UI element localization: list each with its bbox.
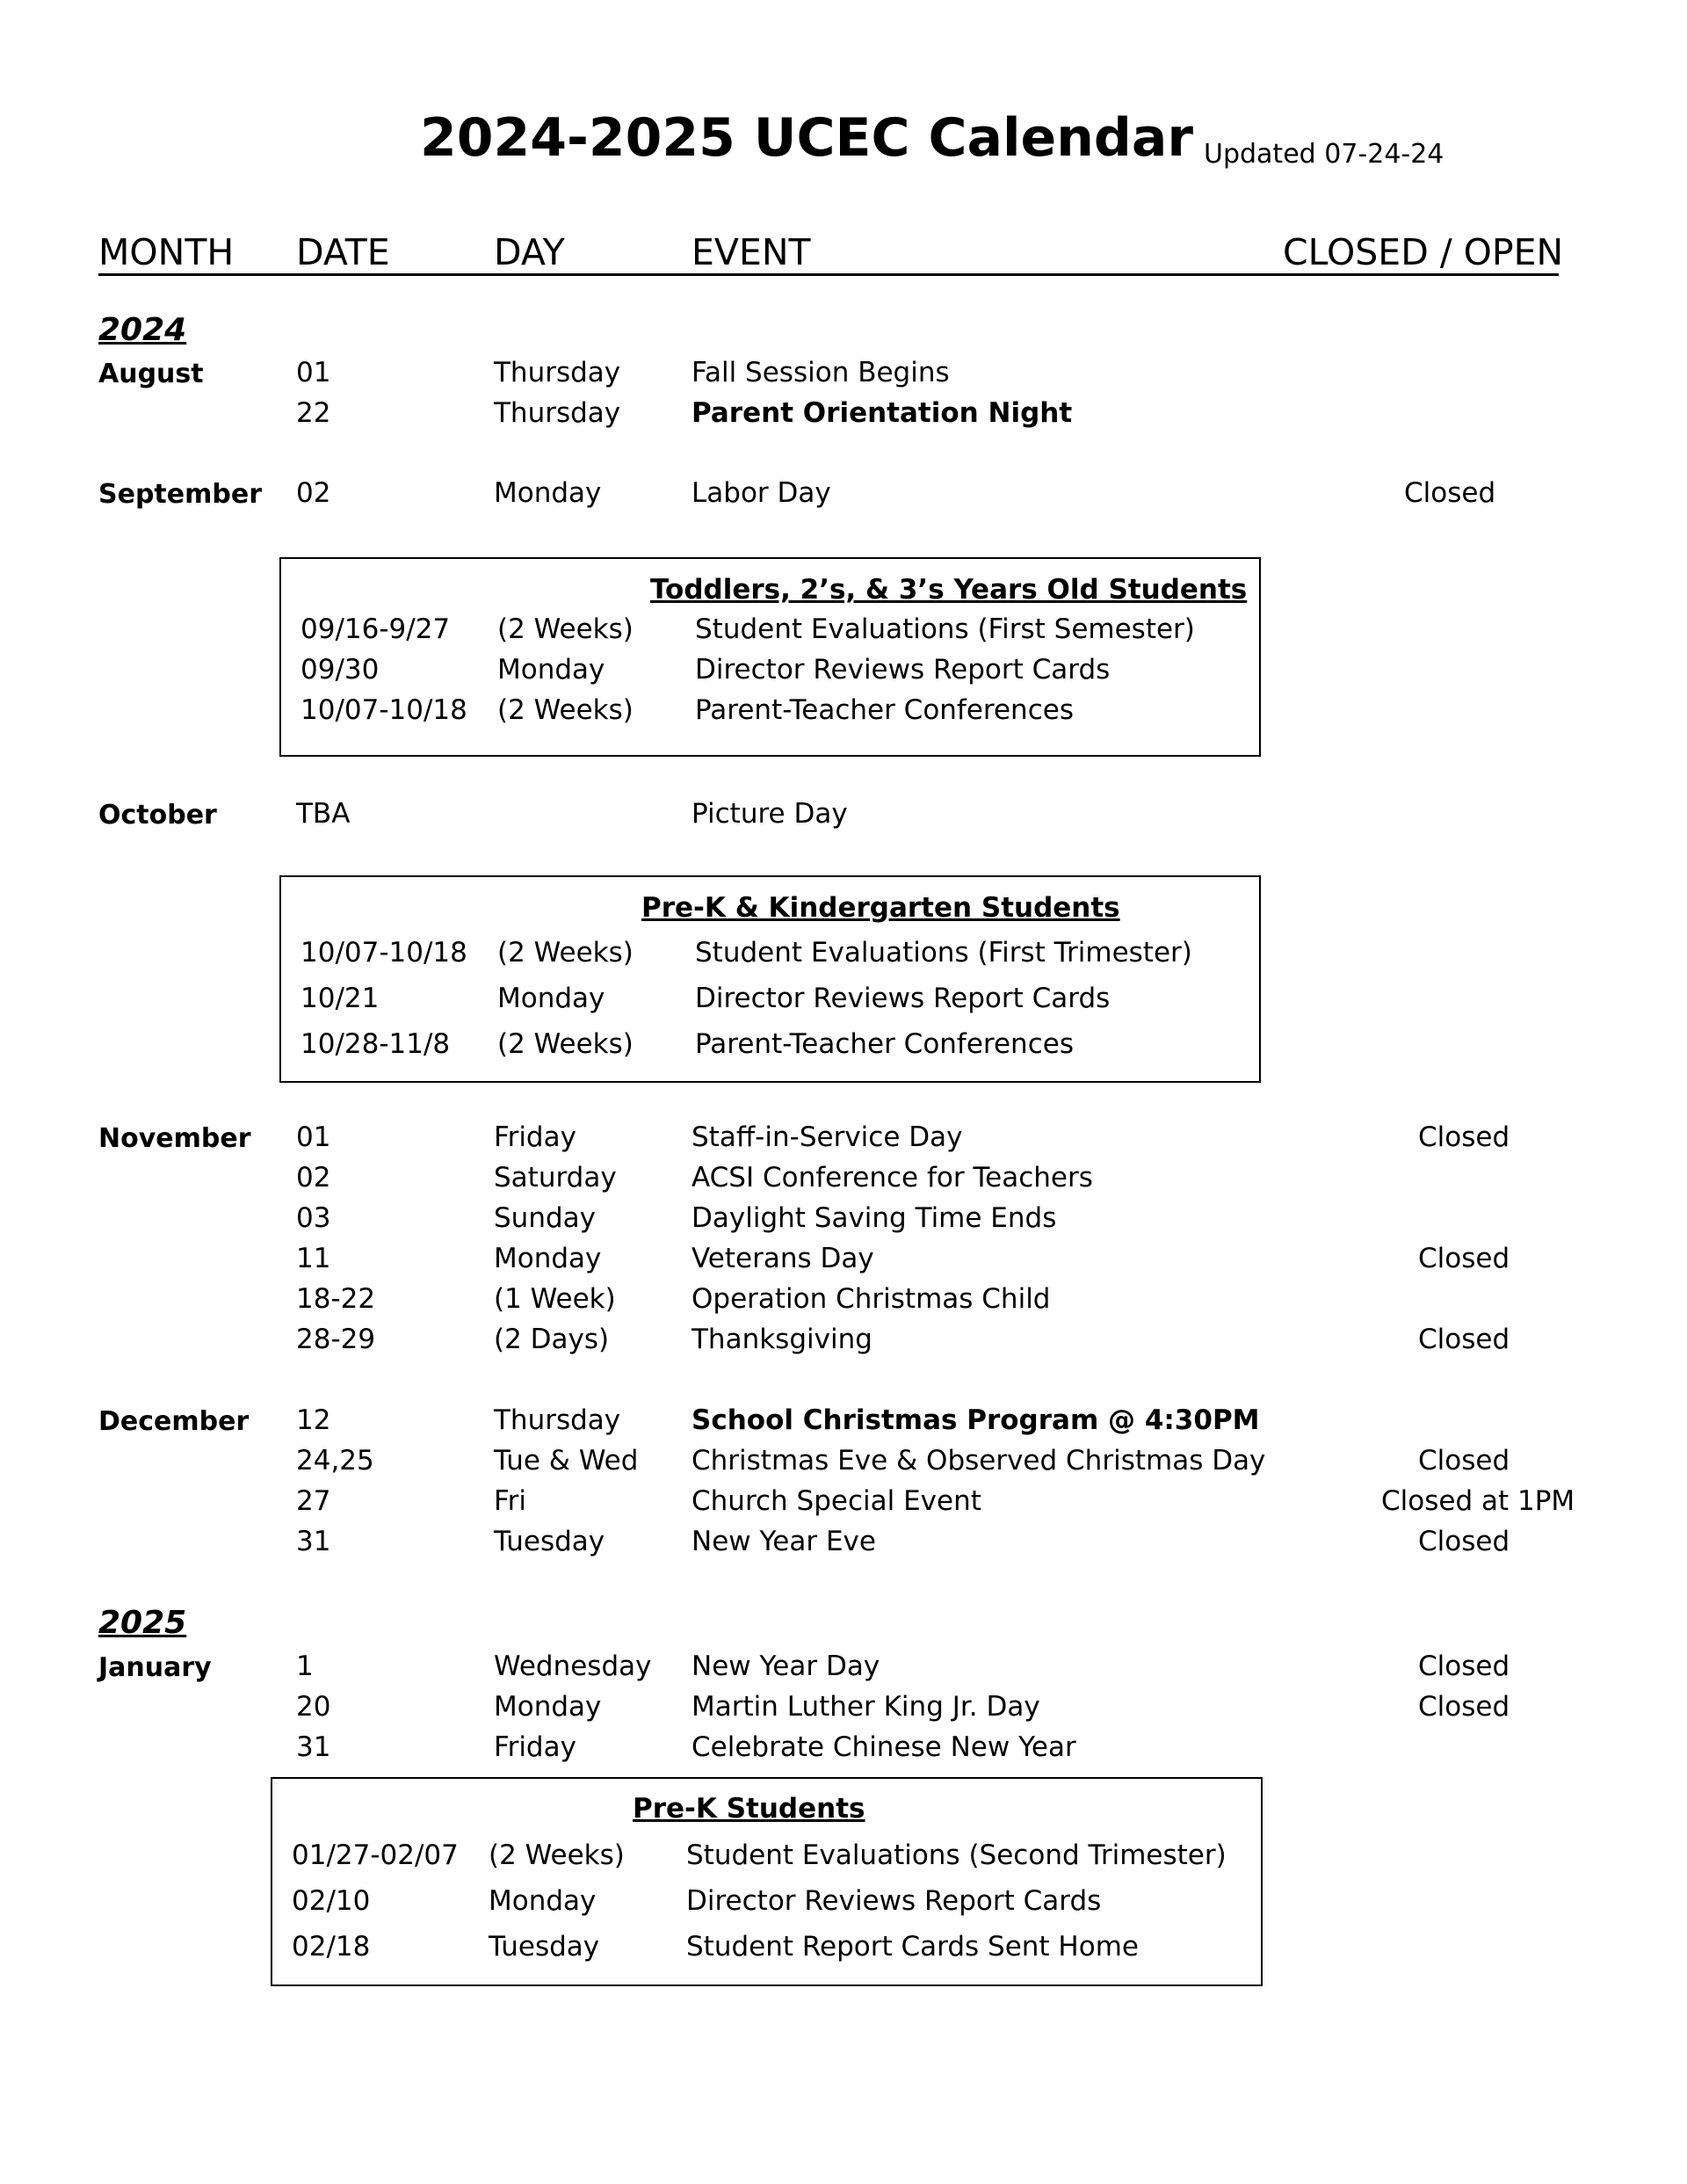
header-status: CLOSED / OPEN: [1283, 231, 1564, 273]
box-row-event: Student Evaluations (Second Trimester): [686, 1839, 1227, 1871]
row-event: Celebrate Chinese New Year: [691, 1731, 1076, 1763]
row-day: Thursday: [494, 397, 621, 429]
box-row-date: 10/07-10/18: [300, 694, 467, 726]
box-row-day: Tuesday: [489, 1931, 600, 1963]
row-day: Friday: [494, 1731, 576, 1763]
month-august: August: [98, 359, 204, 389]
row-status: Closed: [1418, 1324, 1510, 1355]
box-row-date: 10/21: [300, 983, 380, 1014]
row-date: 1: [296, 1651, 314, 1682]
month-december: December: [98, 1406, 250, 1437]
month-january: January: [98, 1652, 212, 1683]
row-date: 02: [296, 1162, 331, 1194]
row-event: Church Special Event: [691, 1485, 981, 1517]
row-event: Veterans Day: [691, 1243, 874, 1274]
row-status: Closed: [1418, 1691, 1510, 1723]
box-row-date: 09/30: [300, 654, 380, 686]
row-event: Thanksgiving: [691, 1324, 872, 1355]
row-day: Tue & Wed: [494, 1445, 639, 1477]
box-row-day: (2 Weeks): [497, 1028, 634, 1060]
row-event: School Christmas Program @ 4:30PM: [691, 1404, 1260, 1436]
box-title: Pre-K Students: [633, 1793, 865, 1825]
box-row-date: 02/18: [292, 1931, 371, 1963]
row-status: Closed: [1418, 1651, 1510, 1682]
box-row-date: 01/27-02/07: [292, 1839, 459, 1871]
header-date: DATE: [296, 231, 390, 273]
row-event: New Year Day: [691, 1651, 880, 1682]
month-october: October: [98, 800, 217, 831]
row-date: 01: [296, 1121, 331, 1153]
row-date: 18-22: [296, 1283, 376, 1315]
row-event: Daylight Saving Time Ends: [691, 1202, 1057, 1234]
box-row-event: Director Reviews Report Cards: [695, 983, 1111, 1014]
row-day: Saturday: [494, 1162, 617, 1194]
box-row-day: (2 Weeks): [489, 1839, 625, 1871]
box-row-event: Student Evaluations (First Semester): [695, 613, 1195, 645]
box-row-date: 02/10: [292, 1885, 371, 1917]
row-event: Staff-in-Service Day: [691, 1121, 963, 1153]
header-month: MONTH: [98, 231, 235, 273]
row-status: Closed: [1418, 1121, 1510, 1153]
row-date: 02: [296, 477, 331, 509]
row-event: Labor Day: [691, 477, 831, 509]
row-event: New Year Eve: [691, 1526, 876, 1557]
box-row-day: Monday: [489, 1885, 597, 1917]
row-date: 12: [296, 1404, 331, 1436]
row-event: Parent Orientation Night: [691, 397, 1073, 429]
header-event: EVENT: [691, 231, 811, 273]
row-date: 11: [296, 1243, 331, 1274]
row-status: Closed at 1PM: [1381, 1485, 1575, 1517]
box-row-day: Monday: [497, 654, 605, 686]
box-row-event: Student Evaluations (First Trimester): [695, 937, 1192, 969]
box-row-date: 09/16-9/27: [300, 613, 451, 645]
row-date: 01: [296, 357, 331, 388]
row-status: Closed: [1418, 1526, 1510, 1557]
row-status: Closed: [1418, 1445, 1510, 1477]
row-event: Operation Christmas Child: [691, 1283, 1051, 1315]
month-november: November: [98, 1123, 251, 1154]
box-row-date: 10/07-10/18: [300, 937, 467, 969]
header-underline: [98, 273, 1559, 276]
row-date: TBA: [296, 798, 351, 830]
row-status: Closed: [1404, 477, 1496, 509]
year-heading-2025: 2025: [98, 1605, 187, 1641]
updated-date: Updated 07-24-24: [1204, 139, 1444, 170]
box-row-day: (2 Weeks): [497, 613, 634, 645]
month-september: September: [98, 479, 262, 510]
box-row-event: Director Reviews Report Cards: [686, 1885, 1102, 1917]
row-event: Picture Day: [691, 798, 848, 830]
box-row-day: (2 Weeks): [497, 937, 634, 969]
box-row-event: Parent-Teacher Conferences: [695, 694, 1074, 726]
row-date: 31: [296, 1731, 331, 1763]
row-date: 31: [296, 1526, 331, 1557]
box-row-event: Student Report Cards Sent Home: [686, 1931, 1139, 1963]
row-day: Friday: [494, 1121, 576, 1153]
row-day: (1 Week): [494, 1283, 616, 1315]
row-day: Wednesday: [494, 1651, 652, 1682]
box-row-event: Director Reviews Report Cards: [695, 654, 1111, 686]
row-date: 27: [296, 1485, 331, 1517]
row-event: Christmas Eve & Observed Christmas Day: [691, 1445, 1266, 1477]
row-date: 24,25: [296, 1445, 374, 1477]
row-day: Thursday: [494, 357, 621, 388]
box-row-day: Monday: [497, 983, 605, 1014]
box-title: Toddlers, 2’s, & 3’s Years Old Students: [650, 574, 1248, 606]
row-day: Monday: [494, 477, 602, 509]
row-date: 28-29: [296, 1324, 376, 1355]
box-row-date: 10/28-11/8: [300, 1028, 451, 1060]
box-row-event: Parent-Teacher Conferences: [695, 1028, 1074, 1060]
box-row-day: (2 Weeks): [497, 694, 634, 726]
row-event: ACSI Conference for Teachers: [691, 1162, 1093, 1194]
row-day: Monday: [494, 1691, 602, 1723]
box-title: Pre-K & Kindergarten Students: [641, 892, 1120, 924]
row-day: Thursday: [494, 1404, 621, 1436]
row-event: Martin Luther King Jr. Day: [691, 1691, 1040, 1723]
year-heading-2024: 2024: [98, 312, 187, 348]
header-day: DAY: [494, 231, 565, 273]
row-date: 22: [296, 397, 331, 429]
row-event: Fall Session Begins: [691, 357, 950, 388]
row-day: (2 Days): [494, 1324, 610, 1355]
page-title: 2024-2025 UCEC Calendar: [420, 107, 1193, 169]
row-status: Closed: [1418, 1243, 1510, 1274]
row-day: Monday: [494, 1243, 602, 1274]
row-date: 20: [296, 1691, 331, 1723]
row-day: Tuesday: [494, 1526, 605, 1557]
row-date: 03: [296, 1202, 331, 1234]
row-day: Sunday: [494, 1202, 596, 1234]
row-day: Fri: [494, 1485, 526, 1517]
